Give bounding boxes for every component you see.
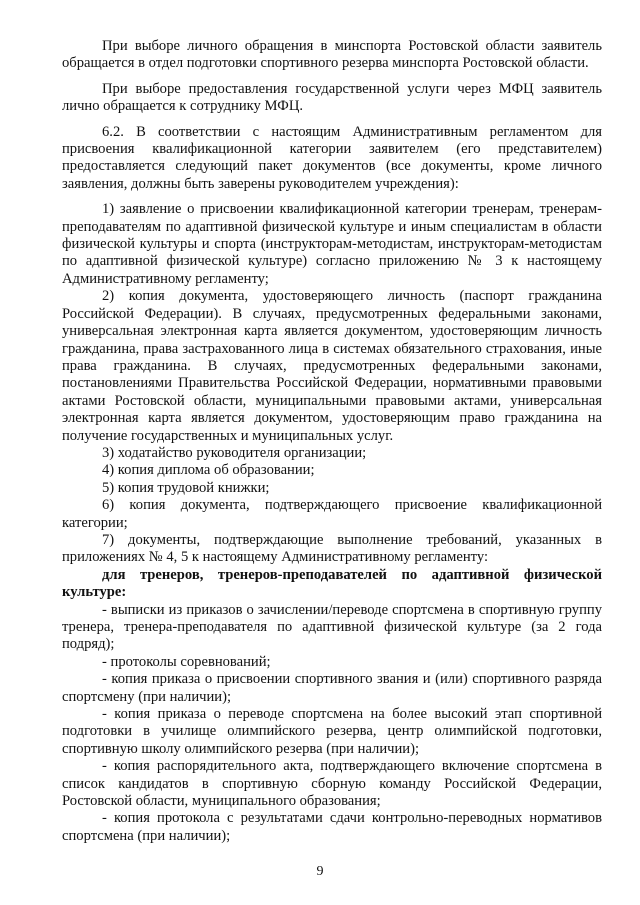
list-item-5-work-record: 5) копия трудовой книжки; [102,479,270,496]
page-number: 9 [316,864,324,879]
list-item-6-category-document: 6) копия документа, подтверждающего присвоение квалификационной категории; [62,497,602,531]
dash-item-order-extracts: - выписки из приказов о зачислении/переводе спортсмена в спортивную группу тренера, тренера-преподавателя по адаптивной физической культуре (за 2 года подряд); [62,601,602,653]
dash-item-sport-title-order: - копия приказа о присвоении спортивного звания и (или) спортивного разряда спортсмену (при наличии); [62,671,602,705]
dash-item-standards-protocol: - копия протокола с результатами сдачи контрольно-переводных нормативов спортсмена (при наличии); [62,810,602,844]
dash-item-competition-protocols: - протоколы соревнований; [102,653,271,670]
list-item-4-diploma: 4) копия диплома об образовании; [102,462,315,479]
dash-item-candidate-list-act: - копия распорядительного акта, подтверждающего включение спортсмена в список кандидатов в спортивную сборную команду Российской Федерации, Ростовской области, муниципального образования; [62,758,602,810]
subheading-coaches: для тренеров, тренеров-преподавателей по адаптивной физической культуре: [62,566,602,601]
list-item-1-application: 1) заявление о присвоении квалификационной категории тренерам, тренерам-преподавателям по адаптивной физической культуре и иным специалистам в области физической культуры и спорта (инструкторам-методистам, инструкторам-методистам по адаптивной физической культуре) согласно приложению № 3 к настоящему Административному регламенту; [62,201,602,287]
paragraph-personal-appeal: При выборе личного обращения в минспорта Ростовской области заявитель обращается в отдел подготовки спортивного резерва минспорта Ростовской области. [62,38,602,72]
dash-item-transfer-order: - копия приказа о переводе спортсмена на более высокий этап спортивной подготовки в училище олимпийского резерва, центр олимпийской подготовки, спортивную школу олимпийского резерва (при наличии); [62,706,602,757]
document-body [62,38,602,845]
list-item-2-identity-document: 2) копия документа, удостоверяющего личность (паспорт гражданина Российской Федерации). В случаях, предусмотренных федеральными законами, универсальная электронная карта является документом, удостоверяющим личность гражданина, права застрахованного лица в системах обязательного страхования, иные права гражданина. В случаях, предусмотренных федеральными законами, постановлениями Правительства Российской Федерации, нормативными правовыми актами Ростовской области, муниципальными правовыми актами, универсальная электронная карта является документом, удостоверяющим право гражданина на получение государственных и муниципальных услуг. [62,288,602,444]
paragraph-mfc-appeal: При выборе предоставления государственной услуги через МФЦ заявитель лично обращается к сотруднику МФЦ. [62,80,602,115]
list-item-7-requirements: 7) документы, подтверждающие выполнение требований, указанных в приложениях № 4, 5 к настоящему Административному регламенту: [62,531,602,566]
paragraph-6-2: 6.2. В соответствии с настоящим Административным регламентом для присвоения квалификационной категории заявителем (его представителем) предоставляется следующий пакет документов (все документы, кроме личного заявления, должны быть заверены руководителем учреждения): [62,123,602,192]
list-item-3-petition: 3) ходатайство руководителя организации; [102,444,367,461]
